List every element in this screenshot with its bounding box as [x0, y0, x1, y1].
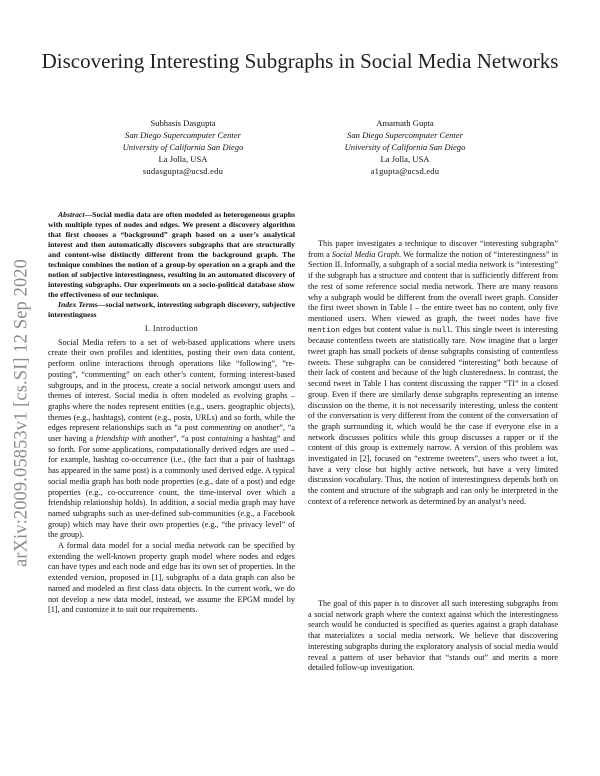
abstract-label: Abstract	[58, 210, 85, 219]
right-column-lower	[308, 599, 558, 674]
author-university: University of California San Diego	[344, 142, 466, 152]
paper-title: Discovering Interesting Subgraphs in Social Media Networks	[41, 49, 559, 73]
arxiv-sidebar	[10, 213, 34, 613]
author-block-2	[300, 117, 510, 177]
right-paragraph-2: The goal of this paper is to discover all such interesting subgraphs from a social network graph where the context against which the interestingness search would be conducted is specified as queries against a graph database that materializes a social media network. We believe that discovering interesting subgraphs during the exploratory analysis of social media would reveal a pattern of user behavior that “stands out” and merits a more detailed follow-up investigation.	[308, 599, 558, 673]
author-department: San Diego Supercomputer Center	[347, 130, 463, 140]
intro-paragraph-2: A formal data model for a social media network can be specified by extending the well-known property graph model where nodes and edges can have types and each node and edge has its own set of properties. In the extended version, proposed in [1], subgraphs of a data graph can also be named and modeled as first class data objects. In the current work, we do not develop a new data model, instead, we assume the EPGM model by [1], and customize it to suit our requirements.	[48, 541, 295, 615]
author-university: University of California San Diego	[122, 142, 244, 152]
author-email: sudasgupta@ucsd.edu	[142, 166, 224, 176]
right-column	[308, 239, 558, 508]
index-terms	[48, 300, 295, 320]
section-heading: I. Introduction	[144, 324, 199, 333]
right-paragraph-1: This paper investigates a technique to discover “interesting subgraphs” from a Social Media Graph. We formalize the notion of “interestingness” in Section II. Informally, a subgraph of a social media network is “interesting” if the subgraph has a structure and content that is sufficiently different from the rest of some reference social media network. There are many reasons why a subgraph would be different from the overall tweet graph. Consider the first tweet shown in Table I – the entire tweet has no content, only five mentioned users. When viewed as graph, the tweet nodes have five mention edges but content value is null. This single tweet is interesting because contentless tweets are statistically rare. Now imagine that a larger tweet graph has small pockets of dense subgraphs consisting of contentless tweets. These subgraphs can be considered “interesting” both because of their lack of content and because of the high clusteredness. In contrast, the second tweet in Table I has content discussing the rapper “TI” in a closed group. Even if there are similarly dense subgraphs representing an intense discussion on the theme, it is not necessarily interesting, unless the content of the conversation is very different from the content of the conversation of the graph surrounding it, which would be the case if everyone else in a network discusses politics while this group discusses a rapper or if the content of this group is extremely narrow. A version of this problem was investigated in [2], focused on “extreme tweeters”, users who tweet a lot, have a very close but highly active network, but have a very limited discussion vocabulary. Thus, the notion of interestingness depends both on the content and structure of the subgraph and can only be interpreted in the context of a reference network as determined by an analyst’s need.	[308, 239, 559, 506]
author-city: La Jolla, USA	[380, 154, 430, 164]
index-terms-text: —social network, interesting subgraph discovery, subjective interestingness	[48, 300, 295, 319]
arxiv-identifier: arXiv:2009.05853v1 [cs.SI] 12 Sep 2020	[11, 259, 32, 567]
left-column	[48, 210, 295, 616]
author-email: a1gupta@ucsd.edu	[370, 166, 440, 176]
intro-paragraph-1: Social Media refers to a set of web-based applications where users create their own profiles and identities, posting their own data content, perform online interactions through operations like “following”, ”re-posting”, “commenting” on each other’s content, forming interest-based subgroups, and in the process, create a social network amongst users and themes of interest. Social media is often modeled as evolving graphs – graphs where the nodes represent entities (e.g., users. geographic objects), themes (e.g., hashtags), content (e.g., posts, URLs) and so forth, while the edges represent relationships such as “a post commenting on another”, “a user having a friendship with another”, “a post containing a hashtag” and so forth. For some applications, computationally derived edges are used – for example, hashtag co-occurrence (i.e., (the fact that a pair of hashtags has appeared in the same post) is a commonly used derived edge. A typical social media graph has both node properties (e.g., date of a post) and edge properties (e.g., co-occurrence count, the time-interval over which a friendship relationship holds). In addition, a social media graph may have named subgraphs such as user-defined sub-communities (e.g., a Facebook group) which may have their own properties (e.g., “the privacy level” of the group).	[48, 337, 296, 540]
author-city: La Jolla, USA	[158, 154, 208, 164]
author-block-1	[78, 117, 288, 177]
author-department: San Diego Supercomputer Center	[125, 130, 241, 140]
author-name: Amarnath Gupta	[376, 118, 434, 128]
index-terms-label: Index Terms	[58, 300, 98, 309]
author-name: Subhasis Dasgupta	[150, 118, 216, 128]
abstract-text: —Social media data are often modeled as heterogeneous graphs with multiple types of nodes and edges. We present a discovery algorithm that first chooses a “background” graph based on a user’s analytical interest and then automatically discovers subgraphs that are structurally and content-wise distinctly different from the background graph. The technique combines the notion of a group-by operation on a graph and the notion of subjective interestingness, resulting in an automated discovery of interesting subgraphs. Our experiments on a socio-political database show the effectiveness of our technique.	[48, 210, 295, 299]
abstract	[48, 210, 295, 300]
